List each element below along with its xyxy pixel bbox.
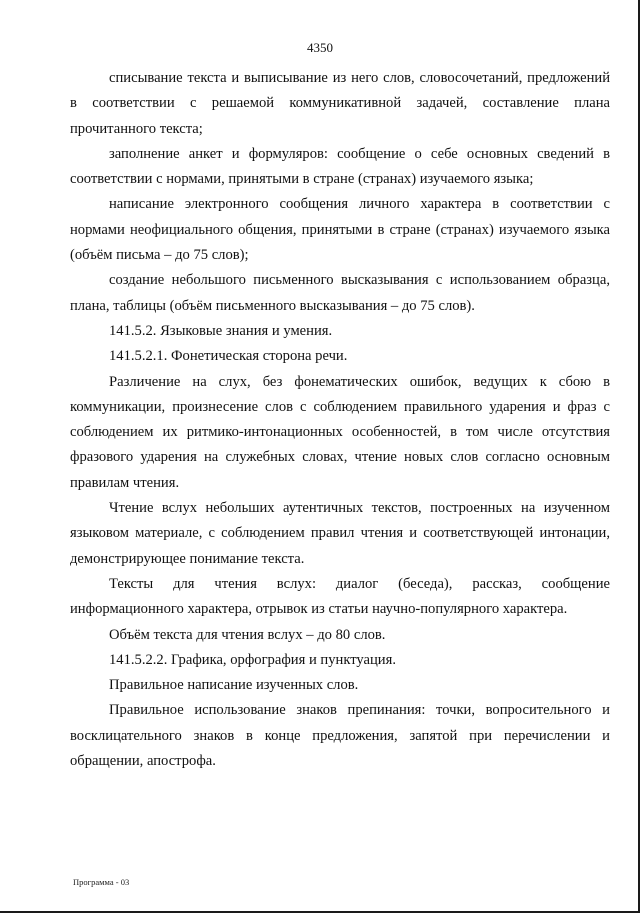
- paragraph-spelling: Правильное написание изученных слов.: [109, 677, 359, 694]
- paragraph-reading-texts: Тексты для чтения вслух: диалог (беседа), рассказ, сообщение информационного характера, отрывок из статьи научно-популярного характера.: [70, 575, 610, 618]
- section-heading-phonetics: 141.5.2.1. Фонетическая сторона речи.: [109, 348, 348, 365]
- paragraph-reading-volume: Объём текста для чтения вслух – до 80 слов.: [109, 626, 386, 643]
- paragraph-written-statement: создание небольшого письменного высказывания с использованием образца, плана, таблицы (объём письменного высказывания – до 75 слов).: [70, 272, 610, 314]
- paragraph-punctuation: Правильное использование знаков препинания: точки, вопросительного и восклицательного знаков в конце предложения, запятой при перечислении и обращении, апострофа.: [70, 702, 610, 770]
- paragraph-reading-aloud: Чтение вслух небольших аутентичных текстов, построенных на изученном языковом материале, с соблюдением правил чтения и соответствующей интонации, демонстрирующее понимание текста.: [70, 500, 610, 567]
- paragraph-copying-text: списывание текста и выписывание из него слов, словосочетаний, предложений в соответствии с решаемой коммуникативной задачей, составление плана прочитанного текста;: [70, 70, 610, 137]
- section-heading-graphics: 141.5.2.2. Графика, орфография и пунктуация.: [109, 651, 396, 668]
- section-heading-language-skills: 141.5.2. Языковые знания и умения.: [109, 322, 333, 339]
- footer-program-label: Программа - 03: [73, 877, 130, 887]
- paragraph-filling-forms: заполнение анкет и формуляров: сообщение о себе основных сведений в соответствии с нормами, принятыми в стране (странах) изучаемого языка;: [70, 145, 610, 188]
- page-number: 4350: [307, 40, 333, 55]
- document-body: [70, 66, 610, 774]
- paragraph-phonetic-distinction: Различение на слух, без фонематических ошибок, ведущих к сбою в коммуникации, произнесение слов с соблюдением правильного ударения и фраз с соблюдением их ритмико-интонационных особенностей, в том числе отсутствия фразового ударения на служебных словах, чтение новых слов согласно основным правилам чтения.: [70, 373, 610, 491]
- paragraph-email-writing: написание электронного сообщения личного характера в соответствии с нормами неофициального общения, принятыми в стране (странах) изучаемого языка (объём письма – до 75 слов);: [70, 196, 610, 264]
